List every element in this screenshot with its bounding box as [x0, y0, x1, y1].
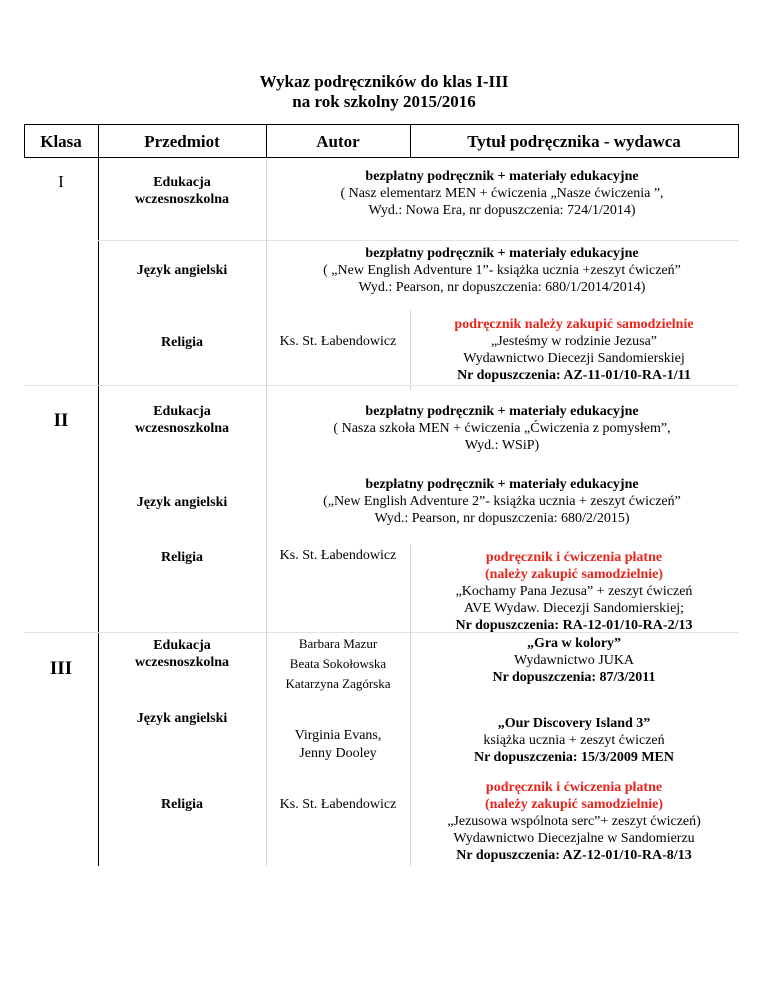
book-line: (należy zakupić samodzielnie) — [484, 797, 664, 812]
book-line: podręcznik i ćwiczenia płatne — [485, 550, 663, 565]
book-cell — [266, 245, 738, 296]
book-cell — [266, 168, 738, 219]
book-line: Nr dopuszczenia: RA-12-01/10-RA-2/13 — [455, 618, 693, 633]
subject-line: Religia — [161, 335, 203, 350]
book-line: AVE Wydaw. Diecezji Sandomierskiej; — [463, 601, 685, 616]
book-cell — [266, 403, 738, 454]
title-line-2: na rok szkolny 2015/2016 — [292, 92, 476, 111]
subject-cell — [98, 334, 266, 351]
book-line: Wydawnictwo JUKA — [513, 653, 635, 668]
author-line: Katarzyna Zagórska — [285, 676, 391, 691]
document-title — [0, 72, 768, 112]
book-line: podręcznik i ćwiczenia płatne — [485, 780, 663, 795]
author-line: Beata Sokołowska — [289, 656, 387, 671]
author-line: Jenny Dooley — [299, 746, 377, 761]
author-cell — [266, 333, 410, 351]
book-line: Wydawnictwo Diecezjalne w Sandomierzu — [453, 831, 695, 846]
subject-cell — [98, 549, 266, 566]
book-line: Nr dopuszczenia: AZ-12-01/10-RA-8/13 — [456, 848, 692, 863]
book-cell — [410, 779, 738, 864]
book-line: Nr dopuszczenia: 87/3/2011 — [492, 670, 656, 685]
book-cell — [410, 549, 738, 634]
subject-line: Edukacja — [153, 175, 211, 190]
book-line: bezpłatny podręcznik + materiały edukacyjne — [365, 169, 639, 184]
book-line: ( Nasz elementarz MEN + ćwiczenia „Nasze ćwiczenia ”, — [340, 186, 664, 201]
book-line: (należy zakupić samodzielnie) — [484, 567, 664, 582]
subject-cell — [98, 174, 266, 208]
book-line: „Our Discovery Island 3” — [497, 716, 651, 731]
subject-line: Edukacja — [153, 638, 211, 653]
subject-line: Edukacja — [153, 404, 211, 419]
header-bottom-border — [24, 157, 739, 158]
author-cell — [266, 796, 410, 814]
author-line: Ks. St. Łabendowicz — [279, 548, 397, 563]
book-line: podręcznik należy zakupić samodzielnie — [454, 317, 694, 332]
subject-line: Język angielski — [136, 263, 228, 278]
header-klasa: Klasa — [40, 132, 82, 151]
subject-cell — [98, 637, 266, 671]
class-label-I: I — [58, 172, 64, 191]
subject-cell — [98, 262, 266, 279]
book-cell — [410, 316, 738, 384]
subject-line: Religia — [161, 550, 203, 565]
row-separator-2 — [24, 385, 738, 386]
subject-cell — [98, 710, 266, 727]
book-line: („New English Adventure 2”- książka ucznia + zeszyt ćwiczeń” — [323, 494, 681, 509]
author-cell — [266, 634, 410, 694]
book-cell — [266, 476, 738, 527]
book-line: „Kochamy Pana Jezusa” + zeszyt ćwiczeń — [455, 584, 693, 599]
subject-cell — [98, 796, 266, 813]
author-line: Ks. St. Łabendowicz — [279, 797, 397, 812]
subject-line: wczesnoszkolna — [134, 421, 230, 436]
book-line: Nr dopuszczenia: AZ-11-01/10-RA-1/11 — [457, 368, 691, 383]
book-line: bezpłatny podręcznik + materiały edukacyjne — [365, 404, 639, 419]
author-line: Barbara Mazur — [298, 636, 378, 651]
class-label-II: II — [53, 410, 69, 431]
title-line-1: Wykaz podręczników do klas I-III — [259, 72, 509, 91]
author-cell — [266, 547, 410, 565]
subject-line: Język angielski — [136, 495, 228, 510]
book-line: Nr dopuszczenia: 15/3/2009 MEN — [473, 750, 674, 765]
book-line: „Jesteśmy w rodzinie Jezusa” — [491, 334, 657, 349]
class-label-III: III — [49, 658, 73, 679]
book-line: bezpłatny podręcznik + materiały edukacyjne — [365, 477, 639, 492]
subject-cell — [98, 403, 266, 437]
subject-cell — [98, 494, 266, 511]
book-line: „Gra w kolory” — [526, 636, 622, 651]
subject-line: wczesnoszkolna — [134, 192, 230, 207]
book-line: Wydawnictwo Diecezji Sandomierskiej — [463, 351, 685, 366]
header-przedmiot: Przedmiot — [144, 132, 220, 151]
book-cell — [410, 635, 738, 686]
author-cell — [266, 727, 410, 763]
subject-line: Religia — [161, 797, 203, 812]
book-line: Wyd.: Pearson, nr dopuszczenia: 680/2/2015) — [374, 511, 630, 526]
book-line: ( Nasza szkoła MEN + ćwiczenia „Ćwiczenia z pomysłem”, — [333, 421, 671, 436]
book-line: „Jezusowa wspólnota serc”+ zeszyt ćwiczeń) — [447, 814, 701, 829]
col-border-right — [738, 124, 739, 158]
book-cell — [410, 715, 738, 766]
book-line: Wyd.: WSiP) — [464, 438, 540, 453]
header-tytul: Tytuł podręcznika - wydawca — [467, 132, 681, 151]
header-autor: Autor — [316, 132, 360, 151]
subject-line: Język angielski — [136, 711, 228, 726]
table-top-border — [24, 124, 739, 125]
author-line: Ks. St. Łabendowicz — [279, 334, 397, 349]
book-line: Wyd.: Pearson, nr dopuszczenia: 680/1/2014/2014) — [358, 280, 646, 295]
book-line: książka ucznia + zeszyt ćwiczeń — [483, 733, 665, 748]
book-line: Wyd.: Nowa Era, nr dopuszczenia: 724/1/2014) — [368, 203, 636, 218]
row-separator-1 — [98, 240, 738, 241]
book-line: ( „New English Adventure 1”- książka ucznia +zeszyt ćwiczeń” — [323, 263, 681, 278]
subject-line: wczesnoszkolna — [134, 655, 230, 670]
author-line: Virginia Evans, — [294, 728, 382, 743]
book-line: bezpłatny podręcznik + materiały edukacyjne — [365, 246, 639, 261]
